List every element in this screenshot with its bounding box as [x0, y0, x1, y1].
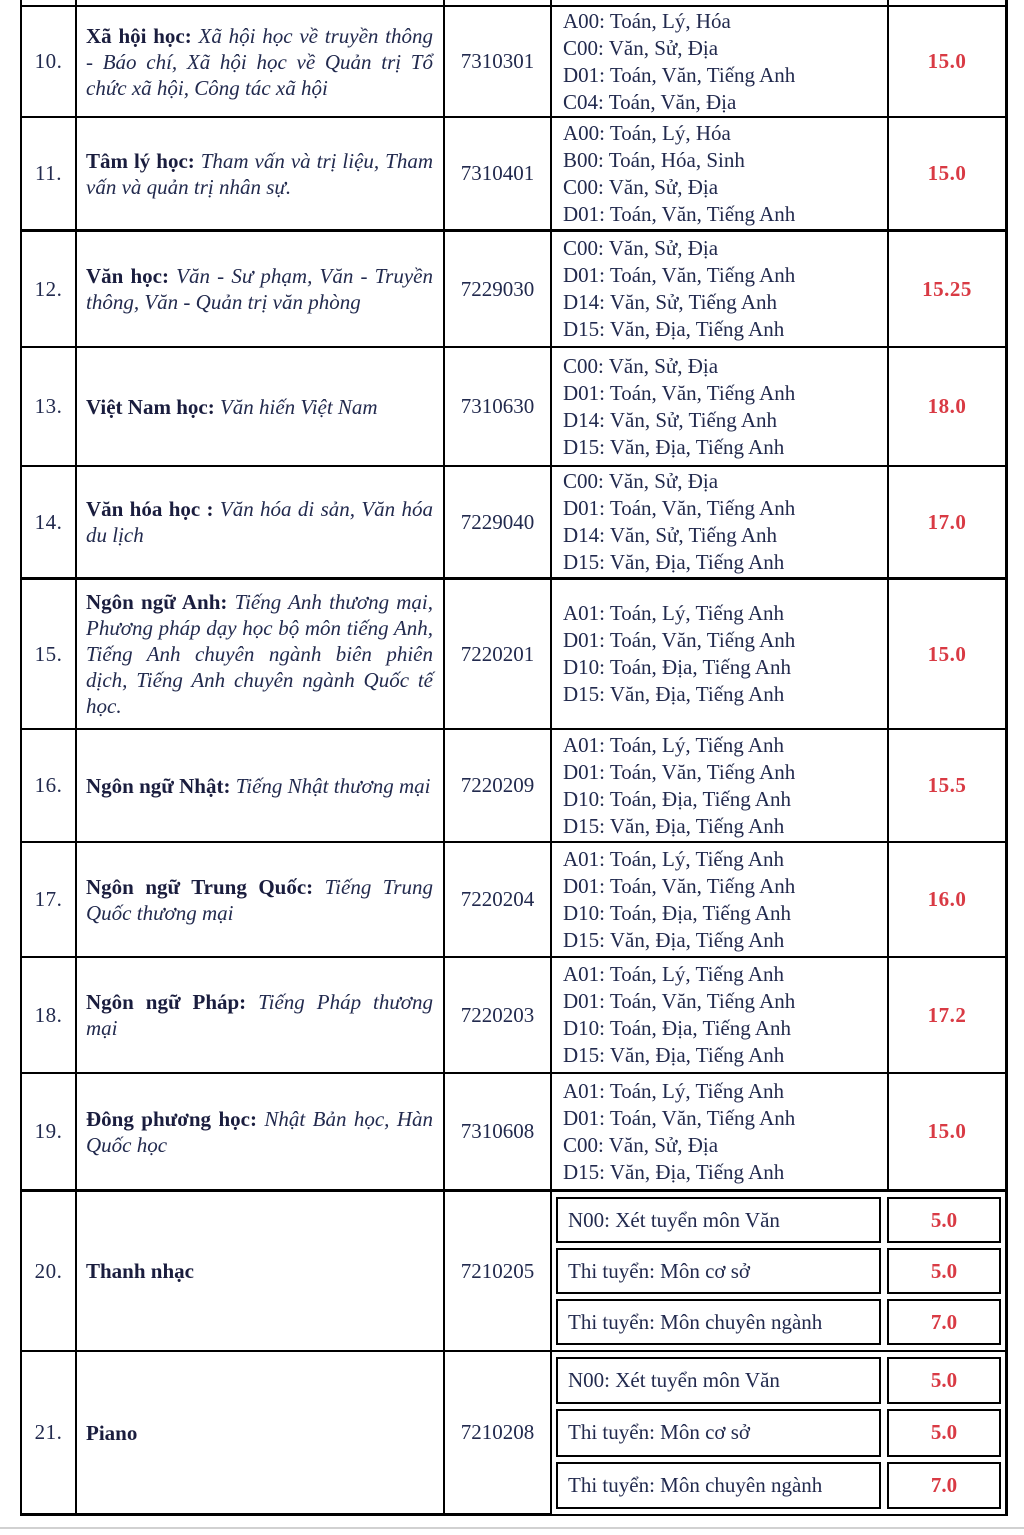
exam-combinations [552, 843, 889, 958]
major-code: 7220209 [445, 730, 552, 843]
subject-group-row [556, 1409, 1001, 1456]
major-code: 7229030 [445, 232, 552, 348]
exam-combinations-list [563, 961, 795, 1069]
row-number: 17. [22, 843, 77, 958]
admission-score: 17.0 [889, 467, 1008, 580]
table-top-crop-cell [445, 0, 552, 7]
row-number: 13. [22, 348, 77, 467]
combination-line: D15: Văn, Địa, Tiếng Anh [563, 927, 785, 952]
sub-score: 5.0 [930, 1258, 958, 1283]
exam-combinations [552, 7, 889, 118]
subject-group-row [556, 1248, 1001, 1294]
major-name-cell [77, 7, 445, 118]
major-name-text [86, 874, 433, 926]
major-name: Ngôn ngữ Pháp: [86, 990, 247, 1014]
combination-line: D01: Toán, Văn, Tiếng Anh [563, 380, 796, 405]
combination-line: D14: Văn, Sử, Tiếng Anh [563, 407, 778, 432]
combination-line: D01: Toán, Văn, Tiếng Anh [563, 989, 796, 1013]
row-number: 19. [22, 1074, 77, 1192]
exam-combinations-list [563, 600, 795, 708]
major-name: Đông phương học: [86, 1106, 257, 1131]
major-name-text [86, 773, 433, 799]
major-code: 7210208 [445, 1352, 552, 1516]
combination-line: D15: Văn, Địa, Tiếng Anh [563, 682, 785, 706]
major-specializations: Tiếng Anh thương mại, Phương pháp dạy học bộ môn tiếng Anh, Tiếng Anh chuyên ngành biên phiên dịch, Tiếng Anh chuyên ngành Quốc tế học. [86, 590, 434, 718]
major-specializations: Văn hiến Việt Nam [219, 394, 378, 419]
combination-line: C00: Văn, Sử, Địa [563, 1132, 719, 1157]
combination-line: C00: Văn, Sử, Địa [563, 35, 719, 60]
major-code: 7229040 [445, 467, 552, 580]
major-name: Văn học: [86, 264, 169, 288]
combination-line: A01: Toán, Lý, Tiếng Anh [563, 962, 785, 986]
major-code: 7310401 [445, 118, 552, 232]
combination-line: D01: Toán, Văn, Tiếng Anh [563, 62, 796, 87]
combination-line: B00: Toán, Hóa, Sinh [563, 147, 745, 172]
major-name-cell [77, 580, 445, 730]
exam-combinations [552, 730, 889, 843]
exam-combinations [552, 467, 889, 580]
major-specializations: Tiếng Nhật thương mại [235, 773, 431, 798]
combination-line: D15: Văn, Địa, Tiếng Anh [563, 434, 785, 459]
subject-method-cell [556, 1462, 881, 1509]
major-name-text [86, 1420, 433, 1446]
subject-method-cell [556, 1197, 881, 1243]
major-specializations: Tham vấn và trị liệu, Tham vấn và quản trị nhân sự. [86, 148, 433, 199]
row-number: 12. [22, 232, 77, 348]
admission-score: 16.0 [889, 843, 1008, 958]
major-code: 7210205 [445, 1192, 552, 1352]
exam-combinations [552, 1074, 889, 1192]
major-name-text [86, 23, 433, 101]
row-number: 16. [22, 730, 77, 843]
exam-combinations-list [563, 468, 795, 576]
combination-line: D01: Toán, Văn, Tiếng Anh [563, 759, 796, 784]
subject-method-cell [556, 1409, 881, 1456]
major-specializations: Tiếng Trung Quốc thương mại [86, 874, 433, 925]
combination-line: D01: Toán, Văn, Tiếng Anh [563, 628, 796, 652]
major-specializations: Văn - Sư phạm, Văn - Truyền thông, Văn - Quản trị văn phòng [86, 264, 433, 314]
exam-combinations-list [563, 732, 795, 840]
exam-combinations [552, 580, 889, 730]
exam-combinations [552, 232, 889, 348]
sub-score: 5.0 [930, 1207, 958, 1232]
admission-table [20, 0, 1008, 1516]
row-number: 21. [22, 1352, 77, 1516]
subject-method-label: N00: Xét tuyển môn Văn [568, 1368, 780, 1393]
page-artifact-line [0, 1527, 1024, 1529]
major-code: 7220204 [445, 843, 552, 958]
combination-line: D10: Toán, Địa, Tiếng Anh [563, 655, 791, 679]
combination-line: D14: Văn, Sử, Tiếng Anh [563, 523, 778, 547]
major-name-text [86, 263, 433, 315]
major-code: 7220201 [445, 580, 552, 730]
major-name: Xã hội học: [86, 23, 192, 48]
combination-line: D01: Toán, Văn, Tiếng Anh [563, 1105, 796, 1130]
combination-line: A01: Toán, Lý, Tiếng Anh [563, 1078, 785, 1103]
combination-line: D15: Văn, Địa, Tiếng Anh [563, 550, 785, 574]
subject-method-label: Thi tuyển: Môn chuyên ngành [568, 1472, 823, 1497]
major-name: Việt Nam học: [86, 394, 215, 419]
major-name-cell [77, 1074, 445, 1192]
combination-line: D10: Toán, Địa, Tiếng Anh [563, 1016, 791, 1040]
table-top-crop-cell [77, 0, 445, 7]
row-number: 15. [22, 580, 77, 730]
major-name: Ngôn ngữ Trung Quốc: [86, 874, 314, 899]
major-name: Văn hóa học : [86, 497, 214, 521]
major-name-text [86, 496, 433, 548]
combination-line: D15: Văn, Địa, Tiếng Anh [563, 1159, 785, 1184]
major-name-text [86, 394, 433, 420]
exam-combinations [552, 118, 889, 232]
major-name-text [86, 1106, 433, 1158]
major-specializations: Nhật Bản học, Hàn Quốc học [86, 1106, 434, 1157]
row-number: 10. [22, 7, 77, 118]
exam-combinations-list [563, 8, 795, 116]
admission-score: 15.0 [889, 1074, 1008, 1192]
combination-line: C00: Văn, Sử, Địa [563, 174, 719, 199]
sub-score-cell [887, 1197, 1001, 1243]
major-name-cell [77, 348, 445, 467]
major-name: Thanh nhạc [86, 1259, 194, 1283]
admission-score: 15.0 [889, 118, 1008, 232]
table-top-crop-cell [22, 0, 77, 7]
major-name-text [86, 148, 433, 200]
admission-score: 15.25 [889, 232, 1008, 348]
major-name-cell [77, 730, 445, 843]
combination-line: D01: Toán, Văn, Tiếng Anh [563, 496, 796, 520]
major-name-cell [77, 118, 445, 232]
exam-combinations-list [563, 120, 795, 228]
major-specializations: Xã hội học về truyền thông - Báo chí, Xã hội học về Quản trị Tổ chức xã hội, Công tác xã hội [86, 23, 433, 100]
major-code: 7310608 [445, 1074, 552, 1192]
sub-score: 5.0 [930, 1420, 958, 1445]
exam-combinations-list [563, 846, 795, 954]
subject-group-row [556, 1462, 1001, 1509]
major-code: 7310630 [445, 348, 552, 467]
major-name: Ngôn ngữ Nhật: [86, 773, 231, 798]
major-name-cell [77, 232, 445, 348]
combination-line: C04: Toán, Văn, Địa [563, 89, 737, 114]
admission-score: 15.5 [889, 730, 1008, 843]
admission-score: 17.2 [889, 958, 1008, 1074]
exam-combinations-list [563, 1078, 795, 1186]
sub-score-cell [887, 1299, 1001, 1345]
exam-combinations-list [563, 235, 795, 343]
major-name: Piano [86, 1420, 138, 1445]
major-specializations: Văn hóa di sản, Văn hóa du lịch [86, 497, 433, 547]
exam-combinations [552, 348, 889, 467]
combination-line: D01: Toán, Văn, Tiếng Anh [563, 873, 796, 898]
admission-score: 15.0 [889, 580, 1008, 730]
subject-method-label: Thi tuyển: Môn cơ sở [568, 1258, 751, 1283]
subject-method-cell [556, 1299, 881, 1345]
major-name-cell [77, 1352, 445, 1516]
table-top-crop-cell [889, 0, 1008, 7]
subject-method-label: Thi tuyển: Môn chuyên ngành [568, 1309, 823, 1334]
major-code: 7220203 [445, 958, 552, 1074]
admission-score: 18.0 [889, 348, 1008, 467]
combination-line: D10: Toán, Địa, Tiếng Anh [563, 900, 791, 925]
major-specializations: Tiếng Pháp thương mại [86, 990, 433, 1040]
major-name-cell [77, 958, 445, 1074]
combination-line: C00: Văn, Sử, Địa [563, 353, 719, 378]
sub-score: 7.0 [930, 1472, 958, 1497]
subject-method-cell [556, 1248, 881, 1294]
combination-line: A01: Toán, Lý, Tiếng Anh [563, 732, 785, 757]
row-number: 14. [22, 467, 77, 580]
table-top-crop-cell [552, 0, 889, 7]
combination-line: D10: Toán, Địa, Tiếng Anh [563, 786, 791, 811]
sub-score: 7.0 [930, 1309, 958, 1334]
subject-group-row [556, 1299, 1001, 1345]
major-name-cell [77, 1192, 445, 1352]
row-number: 11. [22, 118, 77, 232]
combination-line: D01: Toán, Văn, Tiếng Anh [563, 263, 796, 287]
sub-score-cell [887, 1248, 1001, 1294]
sub-score-cell [887, 1409, 1001, 1456]
exam-combinations [552, 958, 889, 1074]
row-number: 20. [22, 1192, 77, 1352]
major-name-text [86, 989, 433, 1041]
combination-line: D15: Văn, Địa, Tiếng Anh [563, 813, 785, 838]
combination-line: D14: Văn, Sử, Tiếng Anh [563, 290, 778, 314]
row-number: 18. [22, 958, 77, 1074]
combination-line: A01: Toán, Lý, Tiếng Anh [563, 601, 785, 625]
combination-line: D01: Toán, Văn, Tiếng Anh [563, 201, 796, 226]
combination-line: C00: Văn, Sử, Địa [563, 469, 719, 493]
major-name-cell [77, 467, 445, 580]
combination-line: A00: Toán, Lý, Hóa [563, 120, 731, 145]
combination-line: A00: Toán, Lý, Hóa [563, 8, 731, 33]
exam-combinations-list [563, 353, 795, 461]
major-name: Ngôn ngữ Anh: [86, 590, 228, 614]
subject-group-row [556, 1197, 1001, 1243]
sub-score-cell [887, 1357, 1001, 1404]
subject-group-row [556, 1357, 1001, 1404]
admission-score: 15.0 [889, 7, 1008, 118]
combination-line: D15: Văn, Địa, Tiếng Anh [563, 1043, 785, 1067]
subject-method-label: N00: Xét tuyển môn Văn [568, 1207, 780, 1232]
major-name-text [86, 1258, 433, 1284]
combination-line: D15: Văn, Địa, Tiếng Anh [563, 317, 785, 341]
sub-score: 5.0 [930, 1368, 958, 1393]
combination-line: C00: Văn, Sử, Địa [563, 236, 719, 260]
major-name-text [86, 589, 433, 719]
subject-group-area [552, 1192, 1008, 1352]
major-name: Tâm lý học: [86, 148, 195, 173]
subject-group-area [552, 1352, 1008, 1516]
sub-score-cell [887, 1462, 1001, 1509]
combination-line: A01: Toán, Lý, Tiếng Anh [563, 846, 785, 871]
major-name-cell [77, 843, 445, 958]
subject-method-label: Thi tuyển: Môn cơ sở [568, 1420, 751, 1445]
major-code: 7310301 [445, 7, 552, 118]
subject-method-cell [556, 1357, 881, 1404]
